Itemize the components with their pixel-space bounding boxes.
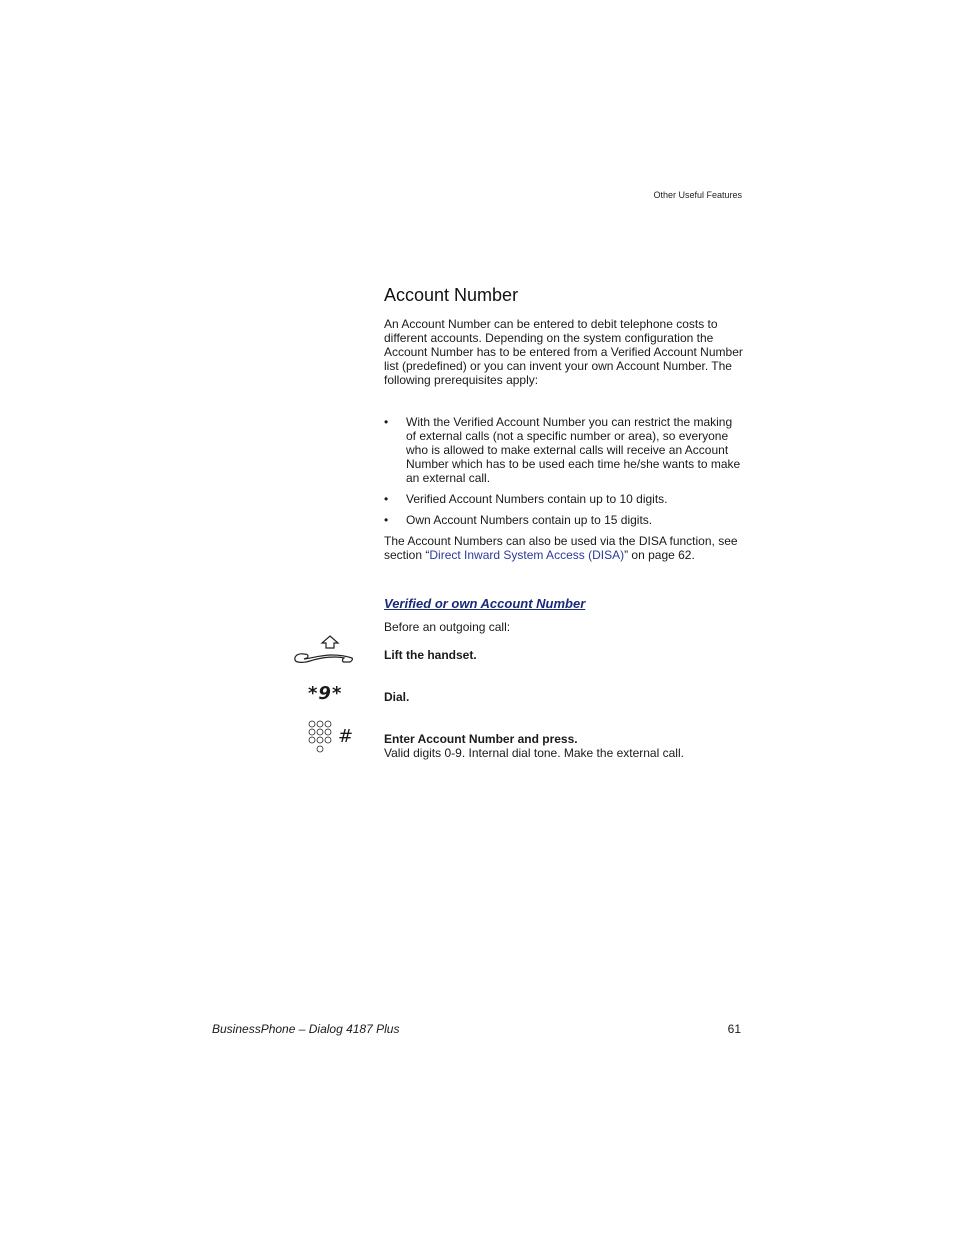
disa-paragraph bbox=[384, 534, 744, 562]
list-item-text: With the Verified Account Number you can restrict the making of external calls (not a specific number or area), so everyone who is allowed to make external calls will receive an Account Number which has to be used each time he/she wants to make an external call. bbox=[406, 415, 741, 485]
list-item bbox=[384, 492, 744, 506]
step-enter-account-number bbox=[384, 732, 744, 760]
bullet-icon: • bbox=[384, 415, 389, 429]
footer-page-number: 61 bbox=[727, 1022, 741, 1036]
step-instruction: Enter Account Number and press. bbox=[384, 732, 578, 746]
before-call-text: Before an outgoing call: bbox=[384, 620, 511, 634]
list-item-text: Verified Account Numbers contain up to 10 digits. bbox=[406, 492, 668, 506]
star-9-star-icon: *9* bbox=[308, 683, 343, 704]
hash-key-icon: # bbox=[338, 726, 354, 747]
list-item bbox=[384, 513, 744, 527]
step-dial bbox=[384, 690, 744, 704]
bullet-icon: • bbox=[384, 513, 389, 527]
section-title: Account Number bbox=[384, 285, 519, 305]
prerequisites-list bbox=[384, 415, 744, 534]
list-item bbox=[384, 415, 744, 485]
disa-text-before: The Account Numbers can also be used via the DISA function, see section “ bbox=[384, 534, 738, 562]
step-lift-handset bbox=[384, 648, 744, 662]
list-item-text: Own Account Numbers contain up to 15 digits. bbox=[406, 513, 653, 527]
footer-product: BusinessPhone – Dialog 4187 Plus bbox=[212, 1022, 400, 1036]
running-header: Other Useful Features bbox=[653, 190, 742, 200]
step-instruction: Lift the handset. bbox=[384, 648, 477, 662]
lift-handset-icon bbox=[292, 634, 356, 664]
bullet-icon: • bbox=[384, 492, 389, 506]
step-instruction: Dial. bbox=[384, 690, 410, 704]
disa-text-after: ” on page 62. bbox=[624, 548, 695, 562]
keypad-icon bbox=[308, 720, 334, 756]
subsection-title: Verified or own Account Number bbox=[384, 596, 586, 611]
step-note: Valid digits 0-9. Internal dial tone. Make the external call. bbox=[384, 746, 684, 760]
disa-link[interactable]: Direct Inward System Access (DISA) bbox=[429, 548, 625, 562]
intro-paragraph: An Account Number can be entered to debit telephone costs to different accounts. Depending on the system configuration the Account Number has to be entered from a Verified Account Number list (predefined) or you can invent your own Account Number. The following prerequisites apply: bbox=[384, 317, 743, 387]
